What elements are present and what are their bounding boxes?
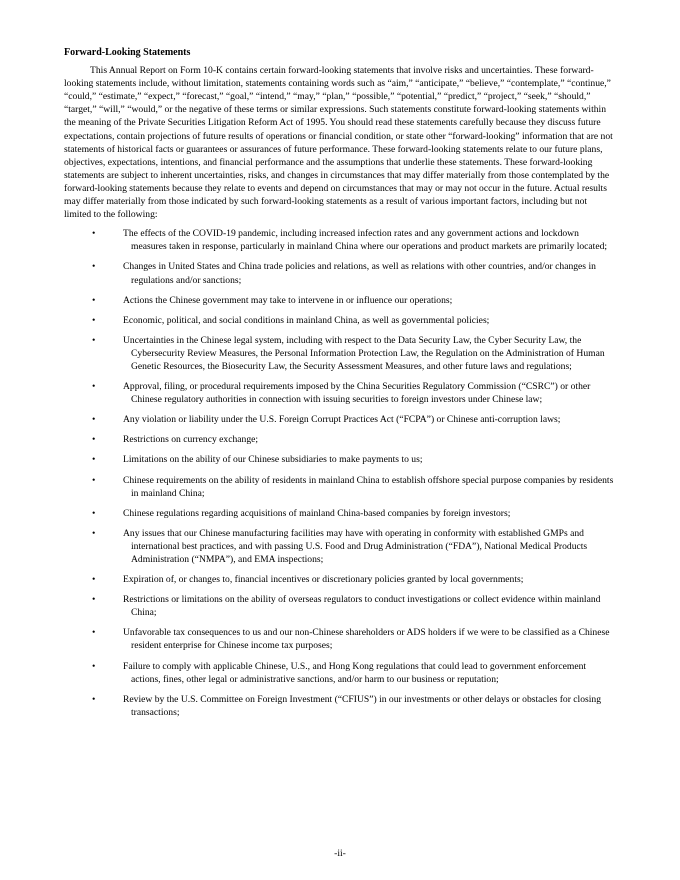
bullet-icon: • xyxy=(92,693,96,705)
list-item-text: Restrictions or limitations on the ability of overseas regulators to conduct investigations or collect evidence within mainland China; xyxy=(123,594,601,619)
list-item xyxy=(64,593,616,619)
list-item-text: Any violation or liability under the U.S. Foreign Corrupt Practices Act (“FCPA”) or Chinese anti-corruption laws; xyxy=(123,414,561,426)
bullet-icon: • xyxy=(92,228,96,240)
list-item-text: Chinese regulations regarding acquisitions of mainland China-based companies by foreign investors; xyxy=(123,507,511,519)
list-item xyxy=(64,660,616,686)
list-item xyxy=(64,507,616,520)
bullet-icon: • xyxy=(92,334,96,346)
bullet-icon: • xyxy=(92,527,96,539)
list-item xyxy=(64,626,616,652)
list-item-text: Limitations on the ability of our Chinese subsidiaries to make payments to us; xyxy=(123,454,423,466)
list-item-text: Restrictions on currency exchange; xyxy=(123,434,259,446)
list-item-text: Chinese requirements on the ability of residents in mainland China to establish offshore special purpose companies by residents in mainland China; xyxy=(123,474,614,499)
bullet-icon: • xyxy=(92,434,96,446)
list-item-text: Any issues that our Chinese manufacturing facilities may have with operating in conformity with established GMPs and international best practices, and with passing U.S. Food and Drug Administration (“FDA”), National Medical Products Administration (“NMPA”), and EMA inspections; xyxy=(123,527,588,565)
list-item-text: Expiration of, or changes to, financial incentives or discretionary policies granted by local governments; xyxy=(123,574,524,586)
bullet-icon: • xyxy=(92,627,96,639)
page-number: -ii- xyxy=(334,848,346,859)
list-item xyxy=(64,433,616,446)
list-item-text: Economic, political, and social conditions in mainland China, as well as governmental policies; xyxy=(123,314,490,326)
intro-paragraph: This Annual Report on Form 10-K contains certain forward-looking statements that involve risks and uncertainties. These forward-looking statements include, without limitation, statements containing words such as “aim,” “anticipate,” “believe,” “contemplate,” “continue,” “could,” “estimate,” “expect,” “forecast,” “goal,” “intend,” “may,” “plan,” “possible,” “potential,” “predict,” “project,” “seek,” “should,” “target,” “will,” “would,” or the negative of these terms or similar expressions. Such statements constitute forward-looking statements within the meaning of the Private Securities Litigation Reform Act of 1995. You should read these statements carefully because they discuss future expectations, contain projections of future results of operations or financial condition, or state other “forward-looking” information that are not statements of historical facts or guarantees or assurances of future performance. These forward-looking statements relate to our future plans, objectives, expectations, intentions, and financial performance and the assumptions that underlie these statements. These forward-looking statements are subject to inherent uncertainties, risks, and changes in circumstances that may differ materially from those contemplated by the forward-looking statements because they relate to events and depend on circumstances that may or may not occur in the future. Actual results may differ materially from those indicated by such forward-looking statements as a result of various important factors, including but not limited to the following: xyxy=(64,65,613,221)
bullet-icon: • xyxy=(92,381,96,393)
list-item xyxy=(64,227,616,253)
bullet-icon: • xyxy=(92,660,96,672)
list-item-text: Changes in United States and China trade policies and relations, as well as relations with other countries, and/or changes in regulations and/or sanctions; xyxy=(123,261,596,286)
list-item xyxy=(64,453,616,466)
list-item xyxy=(64,573,616,586)
section-heading: Forward-Looking Statements xyxy=(64,47,191,58)
list-item-text: Review by the U.S. Committee on Foreign Investment (“CFIUS”) in our investments or other delays or obstacles for closing transactions; xyxy=(123,693,602,718)
list-item xyxy=(64,314,616,327)
list-item xyxy=(64,260,616,286)
bullet-icon: • xyxy=(92,294,96,306)
list-item-text: Actions the Chinese government may take to intervene in or influence our operations; xyxy=(123,294,453,306)
list-item-text: Unfavorable tax consequences to us and our non-Chinese shareholders or ADS holders if we were to be classified as a Chinese resident enterprise for Chinese income tax purposes; xyxy=(123,627,610,652)
bullet-icon: • xyxy=(92,594,96,606)
list-item-text: Failure to comply with applicable Chinese, U.S., and Hong Kong regulations that could lead to government enforcement actions, fines, other legal or administrative sanctions, and/or harm to our business or reputation; xyxy=(123,660,587,685)
list-item xyxy=(64,380,616,406)
list-item xyxy=(64,474,616,500)
list-item-text: Approval, filing, or procedural requirements imposed by the China Securities Regulatory Commission (“CSRC”) or other Chinese regulatory authorities in connection with issuing securities to foreign investors under Chinese law; xyxy=(123,381,591,406)
bullet-icon: • xyxy=(92,454,96,466)
list-item xyxy=(64,334,616,373)
bullet-icon: • xyxy=(92,414,96,426)
bullet-icon: • xyxy=(92,474,96,486)
list-item xyxy=(64,294,616,307)
document-page xyxy=(64,46,616,726)
bullet-icon: • xyxy=(92,314,96,326)
bullet-icon: • xyxy=(92,574,96,586)
list-item xyxy=(64,527,616,566)
bullet-icon: • xyxy=(92,261,96,273)
list-item xyxy=(64,413,616,426)
bullet-icon: • xyxy=(92,507,96,519)
list-item-text: Uncertainties in the Chinese legal system, including with respect to the Data Security Law, the Cyber Security Law, the Cybersecurity Review Measures, the Personal Information Protection Law, the Regulation on the Administration of Human Genetic Resources, the Biosecurity Law, the Security Assessment Measures, and other future laws and regulations; xyxy=(123,334,605,372)
risk-factor-list xyxy=(64,227,616,719)
list-item-text: The effects of the COVID-19 pandemic, including increased infection rates and any government actions and lockdown measures taken in response, particularly in mainland China where our operations and product markets are primarily located; xyxy=(123,228,608,253)
list-item xyxy=(64,693,616,719)
